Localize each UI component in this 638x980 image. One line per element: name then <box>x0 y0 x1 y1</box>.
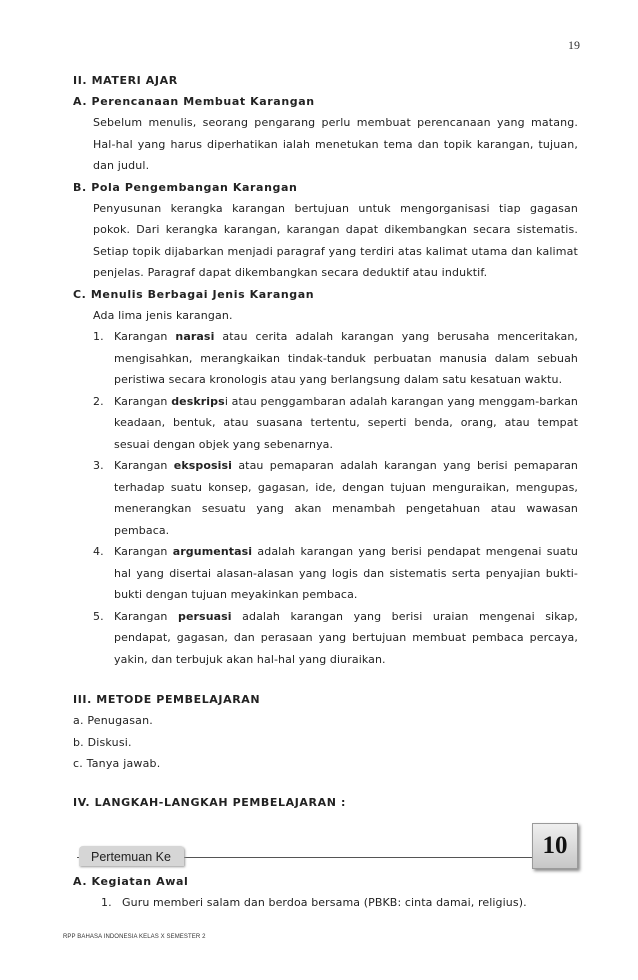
metode-item-tanya-jawab: c. Tanya jawab. <box>73 757 161 770</box>
spacer <box>73 775 578 792</box>
document-body <box>73 70 578 913</box>
term-argumentasi: argumentasi <box>172 545 253 558</box>
metode-item-penugasan: a. Penugasan. <box>73 714 153 727</box>
section-heading-metode: III. METODE PEMBELAJARAN <box>73 693 261 706</box>
term-deskripsi: deskrips <box>171 394 225 408</box>
list-item-deskripsi: 2. Karangan deskripsi atau penggambaran adalah karangan yang menggam-barkan keadaan, bentuk, atau suasana tertentu, seperti benda, orang, atau tempat sesuai dengan objek yang sebenarnya. <box>93 394 579 451</box>
subheading-perencanaan: A. Perencanaan Membuat Karangan <box>73 95 315 108</box>
section-heading-materi-ajar: II. MATERI AJAR <box>73 74 178 87</box>
term-persuasi: persuasi <box>177 609 232 623</box>
list-item-kegiatan-1: 1. Guru memberi salam dan berdoa bersama (PBKB: cinta damai, religius). <box>101 895 527 909</box>
section-heading-langkah: IV. LANGKAH-LANGKAH PEMBELAJARAN : <box>73 795 346 809</box>
karangan-types-list <box>93 326 578 670</box>
page-footer: RPP BAHASA INDONESIA KELAS X SEMESTER 2 <box>63 934 206 940</box>
paragraph-pola-pengembangan: Penyusunan kerangka karangan bertujuan untuk mengorganisasi tiap gagasan pokok. Dari kerangka karangan, karangan dapat dikembangkan secara sistematis. Setiap topik dijabarkan menjadi paragraf yang terdiri atas kalimat utama dan kalimat penjelas. Paragraf dapat dikembangkan secara deduktif atau induktif. <box>93 201 578 279</box>
spacer <box>73 670 578 689</box>
pertemuan-number-box: 10 <box>532 823 578 869</box>
pertemuan-label: Pertemuan Ke <box>79 846 184 866</box>
term-narasi: narasi <box>175 330 215 343</box>
term-eksposisi: eksposisi <box>173 459 233 472</box>
list-item-persuasi: 5. Karangan persuasi adalah karangan yang berisi uraian mengenai sikap, pendapat, gagasan, dan perasaan yang bertujuan membuat pembaca percaya, yakin, dan terbujuk akan hal-hal yang diuraikan. <box>93 609 579 666</box>
paragraph-perencanaan: Sebelum menulis, seorang pengarang perlu membuat perencanaan yang matang. Hal-hal yang harus diperhatikan ialah menetukan tema dan topik karangan, tujuan, dan judul. <box>93 116 578 172</box>
subheading-kegiatan-awal: A. Kegiatan Awal <box>73 874 189 888</box>
list-item-narasi: 1. Karangan narasi atau cerita adalah karangan yang berusaha menceritakan, mengisahkan, merangkaikan tindak-tanduk perbuatan manusia dalam sebuah peristiwa secara kronologis atau yang berlangsung dalam satu kesatuan waktu. <box>93 330 578 386</box>
list-item-argumentasi: 4. Karangan argumentasi adalah karangan yang berisi pendapat mengenai suatu hal yang disertai alasan-alasan yang logis dan sistematis serta penyajian bukti-bukti dengan tujuan meyakinkan pembaca. <box>93 545 578 601</box>
subheading-jenis-karangan: C. Menulis Berbagai Jenis Karangan <box>73 287 315 301</box>
list-item-eksposisi: 3. Karangan eksposisi atau pemaparan adalah karangan yang berisi pemaparan terhadap suatu konsep, gagasan, ide, dengan tujuan menguraikan, mengupas, menerangkan sesuatu yang akan menambah pengetahuan atau wawasan pembaca. <box>93 459 578 537</box>
kegiatan-awal-list <box>101 892 578 914</box>
paragraph-jenis-intro: Ada lima jenis karangan. <box>93 308 233 322</box>
metode-item-diskusi: b. Diskusi. <box>73 735 132 749</box>
pertemuan-banner <box>73 817 578 871</box>
page-number: 19 <box>568 38 580 52</box>
subheading-pola-pengembangan: B. Pola Pengembangan Karangan <box>73 180 298 194</box>
